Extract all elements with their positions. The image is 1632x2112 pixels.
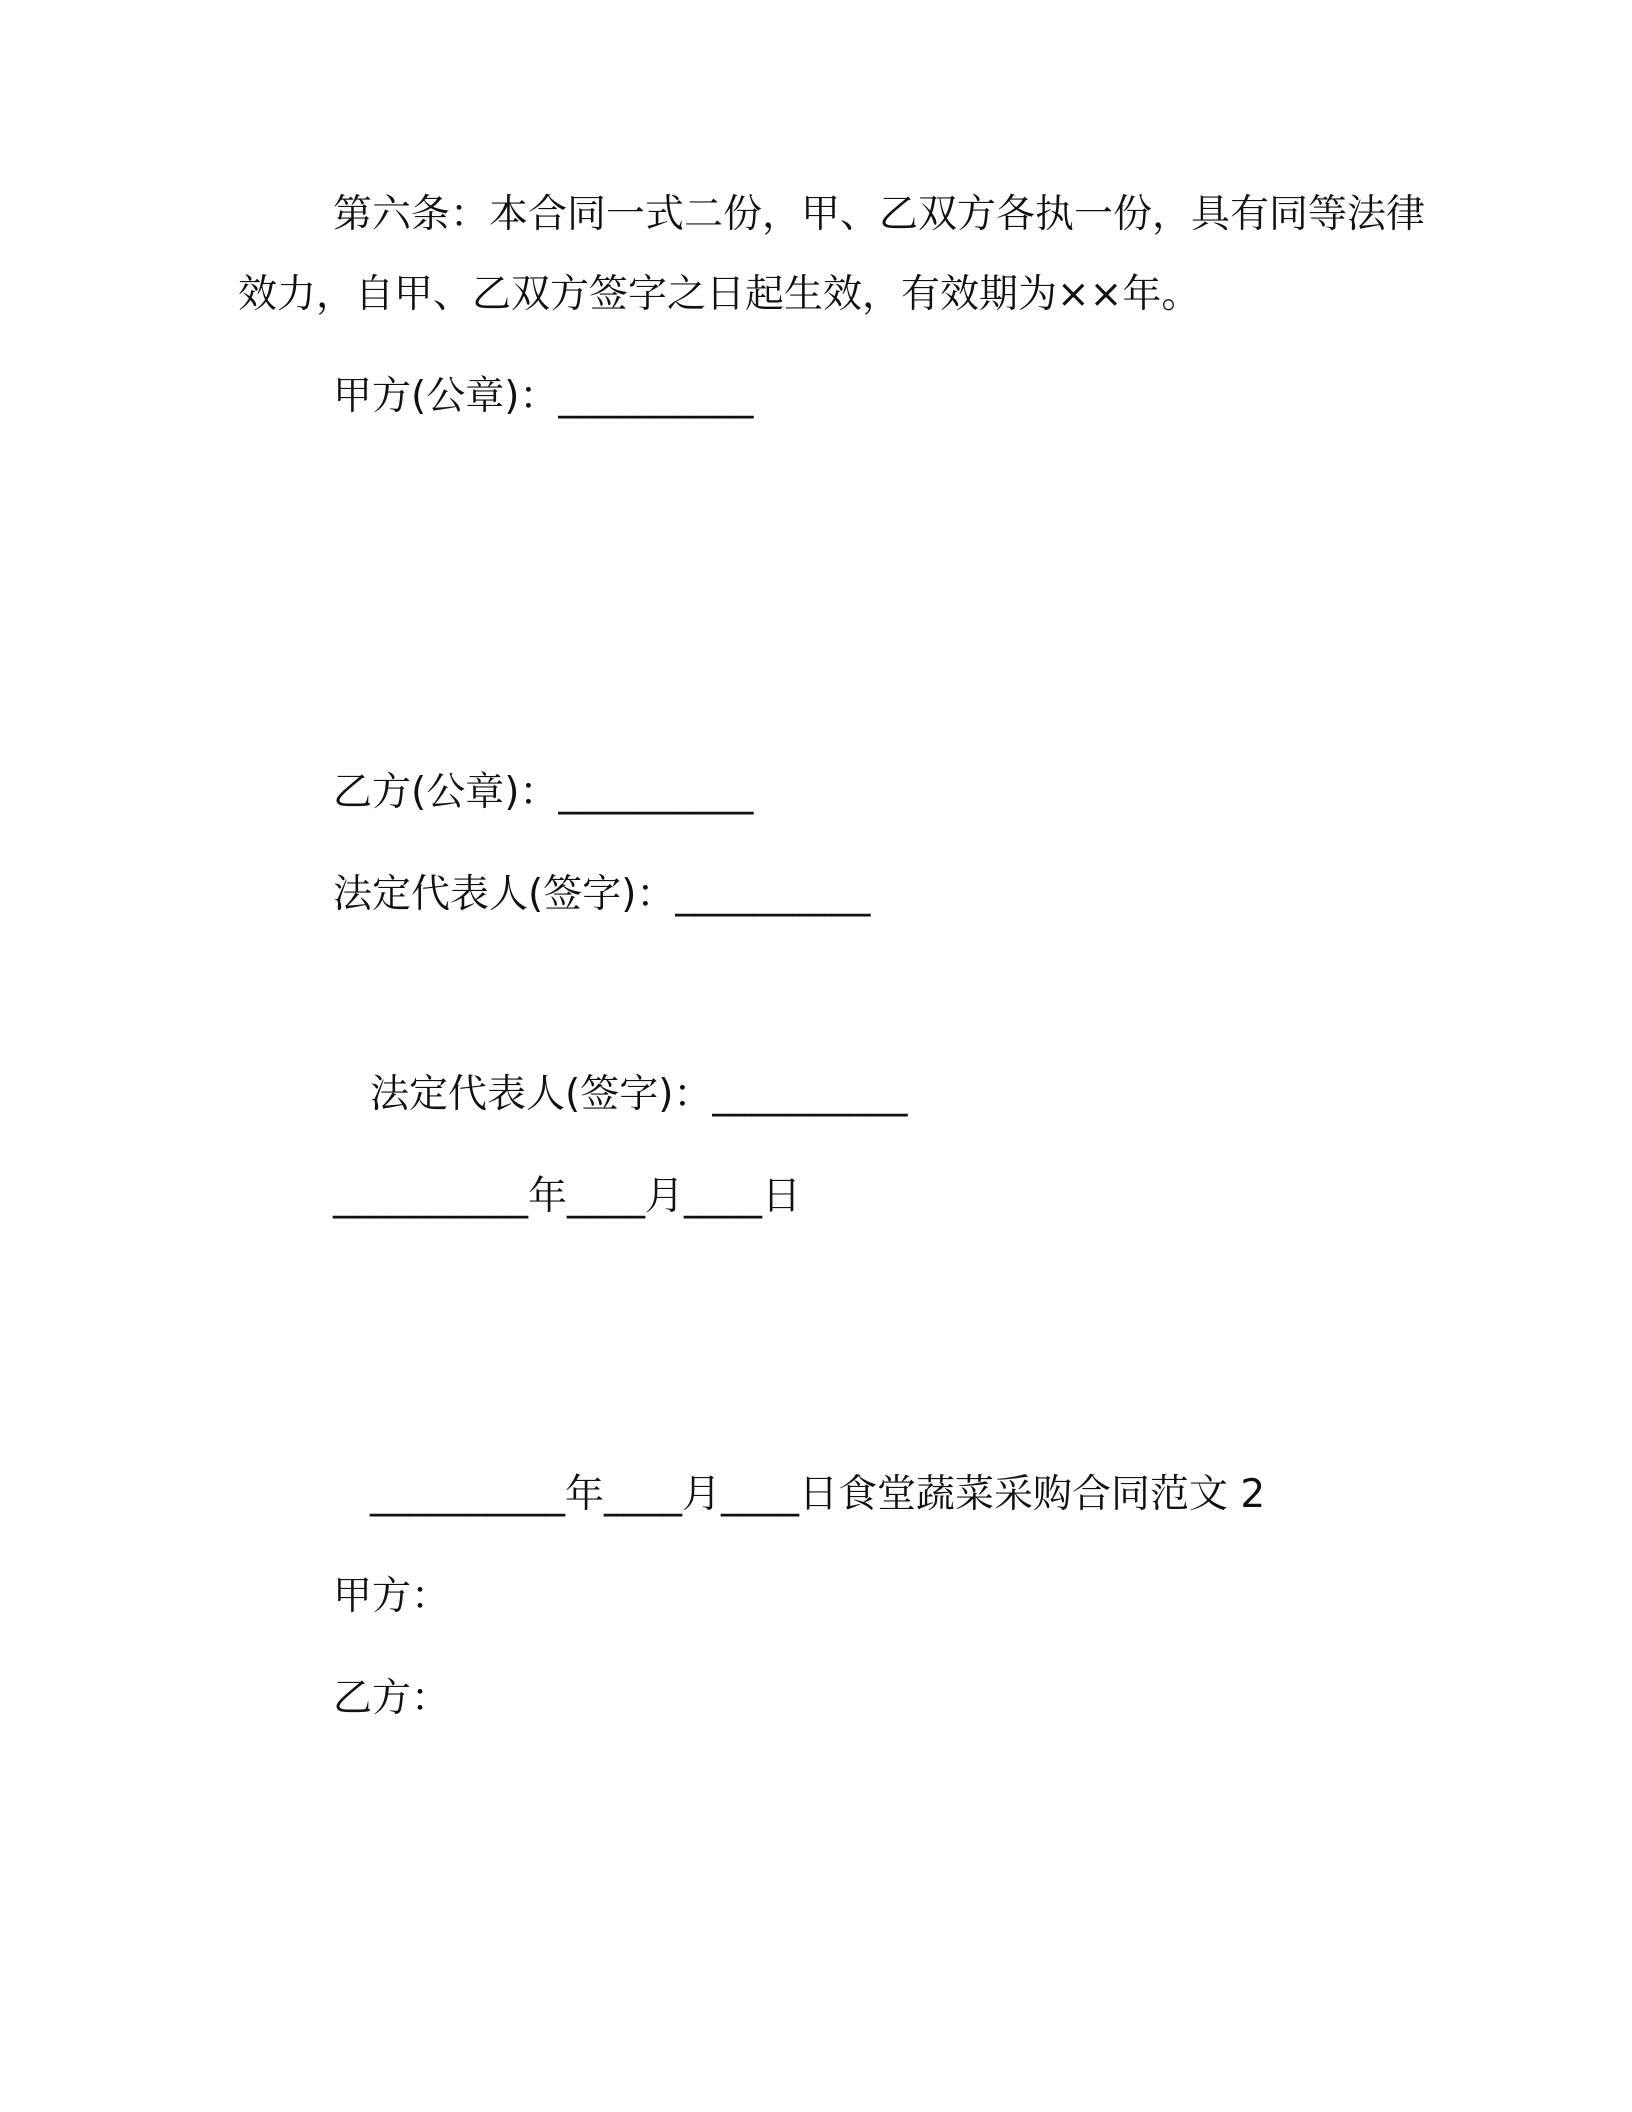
party-b-seal-field: 乙方(公章)：__________ bbox=[333, 770, 754, 815]
sample-2-title: __________年____月____日食堂蔬菜采购合同范文 2 bbox=[370, 1472, 1266, 1517]
legal-representative-signature-2: 法定代表人(签字)：__________ bbox=[370, 1072, 908, 1117]
legal-representative-signature-1: 法定代表人(签字)：__________ bbox=[333, 872, 871, 917]
article-6-line-2: 效力，自甲、乙双方签字之日起生效，有效期为××年。 bbox=[238, 272, 1201, 317]
party-a-label: 甲方： bbox=[333, 1574, 451, 1619]
party-b-label: 乙方： bbox=[333, 1676, 451, 1721]
article-6-line-1: 第六条：本合同一式二份，甲、乙双方各执一份，具有同等法律 bbox=[333, 192, 1426, 237]
signing-date-line: __________年____月____日 bbox=[333, 1174, 802, 1219]
party-a-seal-field: 甲方(公章)：__________ bbox=[333, 374, 754, 419]
